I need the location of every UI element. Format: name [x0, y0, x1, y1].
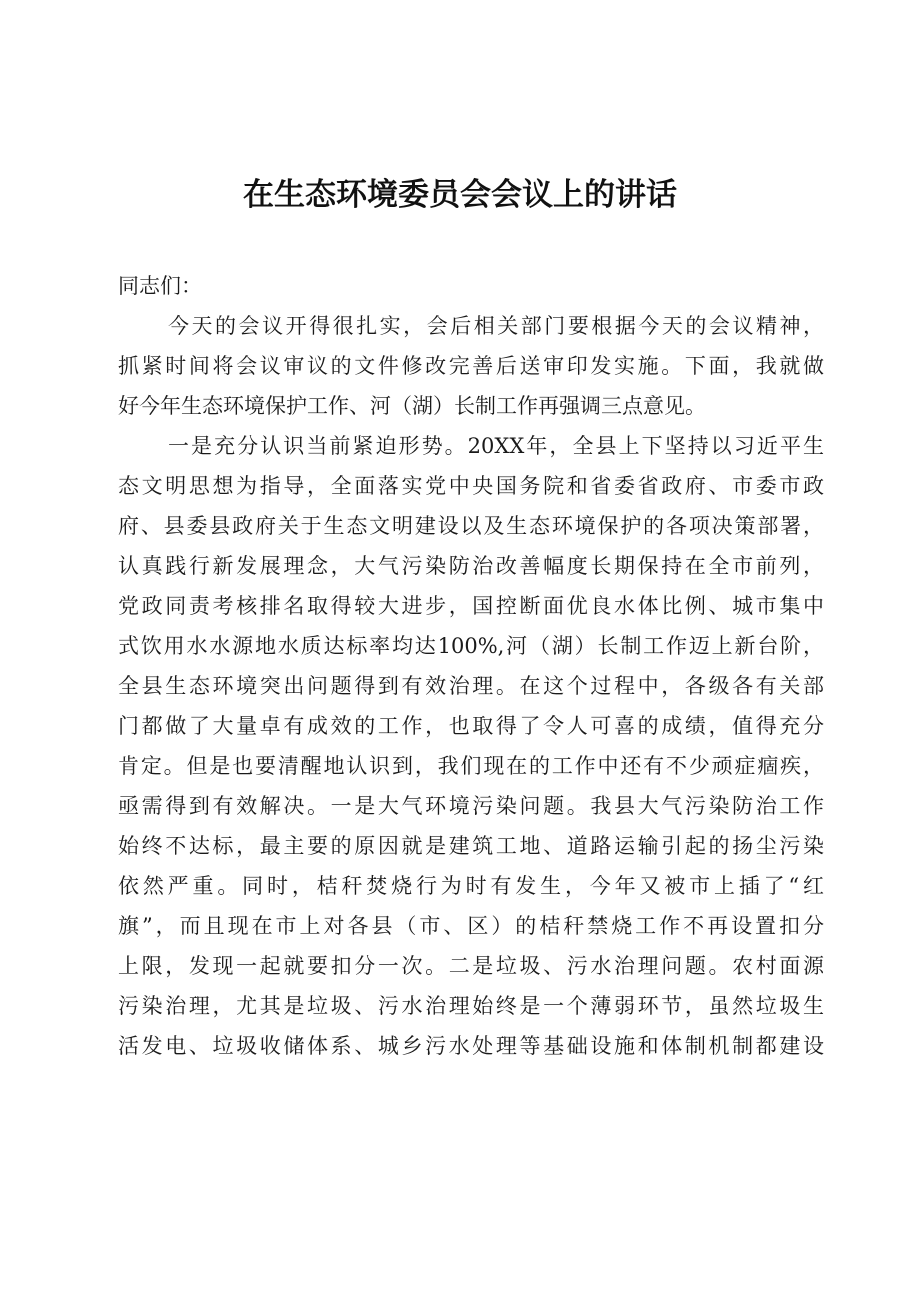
paragraph-line: 上限，发现一起就要扣分一次。二是垃圾、污水治理问题。农村面源 — [118, 954, 824, 978]
paragraph-line: 好今年生态环境保护工作、河（湖）长制工作再强调三点意见。 — [118, 394, 706, 418]
paragraph-line: 活发电、垃圾收储体系、城乡污水处理等基础设施和体制机制都建设 — [118, 1034, 824, 1058]
paragraph-line: 旗”，而且现在市上对各县（市、区）的桔秆禁烧工作不再设置扣分 — [118, 914, 824, 938]
paragraph-line: 态文明思想为指导，全面落实党中央国务院和省委省政府、市委市政 — [118, 474, 824, 498]
document-title: 在生态环境委员会会议上的讲话 — [243, 177, 677, 213]
salutation-line: 同志们： — [118, 274, 202, 298]
paragraph-line: 一是充分认识当前紧迫形势。20XX年，全县上下坚持以习近平生 — [168, 434, 824, 458]
paragraph-line: 认真践行新发展理念，大气污染防治改善幅度长期保持在全市前列， — [118, 554, 824, 578]
paragraph-line: 依然严重。同时，桔秆焚烧行为时有发生，今年又被市上插了“红 — [118, 874, 824, 898]
paragraph-line: 府、县委县政府关于生态文明建设以及生态环境保护的各项决策部署， — [118, 514, 824, 538]
document-body — [118, 266, 824, 1066]
paragraph-line: 污染治理，尤其是垃圾、污水治理始终是一个薄弱环节，虽然垃圾生 — [118, 994, 824, 1018]
paragraph-line: 肯定。但是也要清醒地认识到，我们现在的工作中还有不少顽症痼疾， — [118, 754, 824, 778]
paragraph-line: 今天的会议开得很扎实，会后相关部门要根据今天的会议精神， — [168, 314, 824, 338]
paragraph-line: 门都做了大量卓有成效的工作，也取得了令人可喜的成绩，值得充分 — [118, 714, 824, 738]
paragraph-line: 式饮用水水源地水质达标率均达100%,河（湖）长制工作迈上新台阶， — [118, 634, 824, 658]
paragraph-line: 抓紧时间将会议审议的文件修改完善后送审印发实施。下面，我就做 — [118, 354, 824, 378]
paragraph-line: 始终不达标，最主要的原因就是建筑工地、道路运输引起的扬尘污染 — [118, 834, 824, 858]
paragraph-line: 党政同责考核排名取得较大进步，国控断面优良水体比例、城市集中 — [118, 594, 824, 618]
paragraph-line: 全县生态环境突出问题得到有效治理。在这个过程中，各级各有关部 — [118, 674, 824, 698]
paragraph-line: 亟需得到有效解决。一是大气环境污染问题。我县大气污染防治工作 — [118, 794, 824, 818]
